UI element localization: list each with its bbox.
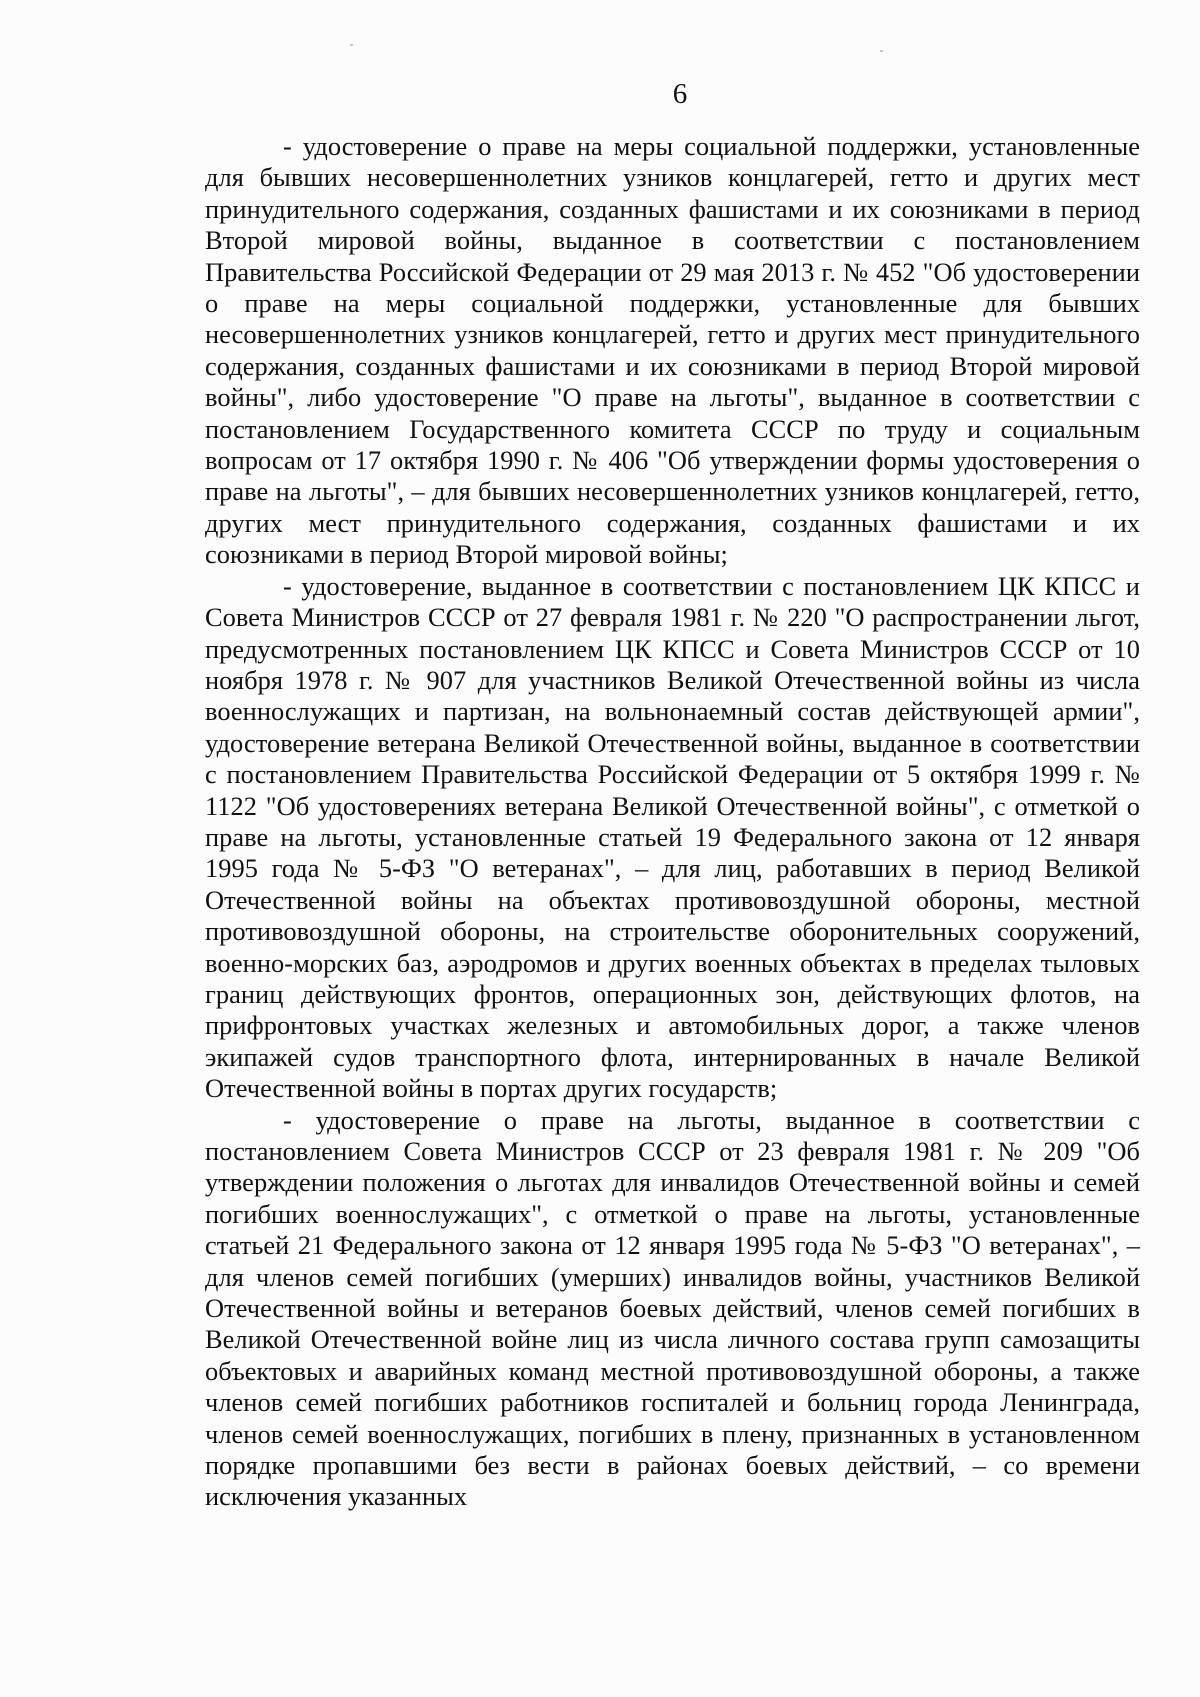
paragraph-home-front-workers-certificate: - удостоверение, выданное в соответствии с постановлением ЦК КПСС и Совета Министров СССР от 27 февраля 1981 г. № 220 "О распространении льгот, предусмотренных постановлением ЦК КПСС и Совета Министров СССР от 10 ноября 1978 г. № 907 для участников Великой Отечественной войны из числа военнослужащих и партизан, на вольнонаемный состав действующей армии", удостоверение ветерана Великой Отечественной войны, выданное в соответствии с постановлением Правительства Российской Федерации от 5 октября 1999 г. № 1122 "Об удостоверениях ветерана Великой Отечественной войны", с отметкой о праве на льготы, установленные статьей 19 Федерального закона от 12 января 1995 года № 5-ФЗ "О ветеранах", – для лиц, работавших в период Великой Отечественной войны на объектах противовоздушной обороны, местной противовоздушной обороны, на строительстве оборонительных сооружений, военно-морских баз, аэродромов и других военных объектах в пределах тыловых границ действующих фронтов, операционных зон, действующих флотов, на прифронтовых участках железных и автомобильных дорог, а также членов экипажей судов транспортного флота, интернированных в начале Великой Отечественной войны в портах других государств; — [205, 570, 1140, 1104]
document-body — [205, 131, 1140, 1513]
scan-speck — [350, 44, 353, 46]
paragraph-prisoners-certificate: - удостоверение о праве на меры социальной поддержки, установленные для бывших несовершеннолетних узников концлагерей, гетто и других мест принудительного содержания, созданных фашистами и их союзниками в период Второй мировой войны, выданное в соответствии с постановлением Правительства Российской Федерации от 29 мая 2013 г. № 452 "Об удостоверении о праве на меры социальной поддержки, установленные для бывших несовершеннолетних узников концлагерей, гетто и других мест принудительного содержания, созданных фашистами и их союзниками в период Второй мировой войны", либо удостоверение "О праве на льготы", выданное в соответствии с постановлением Государственного комитета СССР по труду и социальным вопросам от 17 октября 1990 г. № 406 "Об утверждении формы удостоверения о праве на льготы", – для бывших несовершеннолетних узников концлагерей, гетто, других мест принудительного содержания, созданных фашистами и их союзниками в период Второй мировой войны; — [205, 131, 1140, 570]
scan-speck — [880, 50, 883, 52]
paragraph-family-members-certificate: - удостоверение о праве на льготы, выданное в соответствии с постановлением Совета Министров СССР от 23 февраля 1981 г. № 209 "Об утверждении положения о льготах для инвалидов Отечественной войны и семей погибших военнослужащих", с отметкой о праве на льготы, установленные статьей 21 Федерального закона от 12 января 1995 года № 5-ФЗ "О ветеранах", – для членов семей погибших (умерших) инвалидов войны, участников Великой Отечественной войны и ветеранов боевых действий, членов семей погибших в Великой Отечественной войне лиц из числа личного состава групп самозащиты объектовых и аварийных команд местной противовоздушной обороны, а также членов семей погибших работников госпиталей и больниц города Ленинграда, членов семей военнослужащих, погибших в плену, признанных в установленном порядке пропавшими без вести в районах боевых действий, – со времени исключения указанных — [205, 1104, 1140, 1512]
page-number: 6 — [672, 78, 688, 110]
